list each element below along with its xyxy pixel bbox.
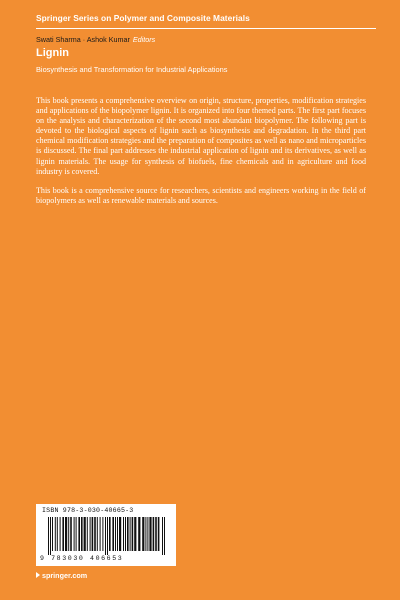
barcode-graphic — [47, 517, 167, 555]
website-link-text: springer.com — [42, 571, 88, 580]
blurb-paragraph-2: This book is a comprehensive source for researchers, scientists and engineers working in the field of biopolymers as well as renewable materials and sources. — [36, 185, 366, 205]
cover-header — [36, 13, 376, 74]
series-title: Springer Series on Polymer and Composite Materials — [36, 13, 250, 23]
book-title: Lignin — [36, 47, 69, 59]
isbn-label: ISBN 978-3-030-40665-3 — [42, 507, 134, 514]
editor-names: Swati Sharma · Ashok Kumar — [36, 35, 130, 44]
book-subtitle: Biosynthesis and Transformation for Industrial Applications — [36, 65, 228, 74]
barcode-digits: 9 783030 406653 — [40, 555, 124, 562]
publisher-website[interactable] — [36, 571, 87, 580]
editors-line — [36, 35, 155, 44]
arrow-right-icon — [36, 572, 40, 578]
blurb — [36, 96, 366, 215]
editors-tag: Editors — [132, 35, 156, 44]
isbn-barcode-block — [36, 504, 176, 566]
header-rule — [36, 28, 376, 29]
blurb-paragraph-1: This book presents a comprehensive overview on origin, structure, properties, modification strategies and applications of the biopolymer lignin. It is organized into four themed parts. The first part focuses on the analysis and characterization of the second most abundant biopolymer. The following part is devoted to the biological aspects of lignin such as biosynthesis and degradation. In the third part chemical modification strategies and the preparation of composites as well as nano and microparticles is discussed. The final part addresses the industrial application of lignin and its derivatives, as well as lignin materials. The usage for synthesis of biofuels, fine chemicals and in agriculture and food industry is covered. — [36, 96, 366, 176]
